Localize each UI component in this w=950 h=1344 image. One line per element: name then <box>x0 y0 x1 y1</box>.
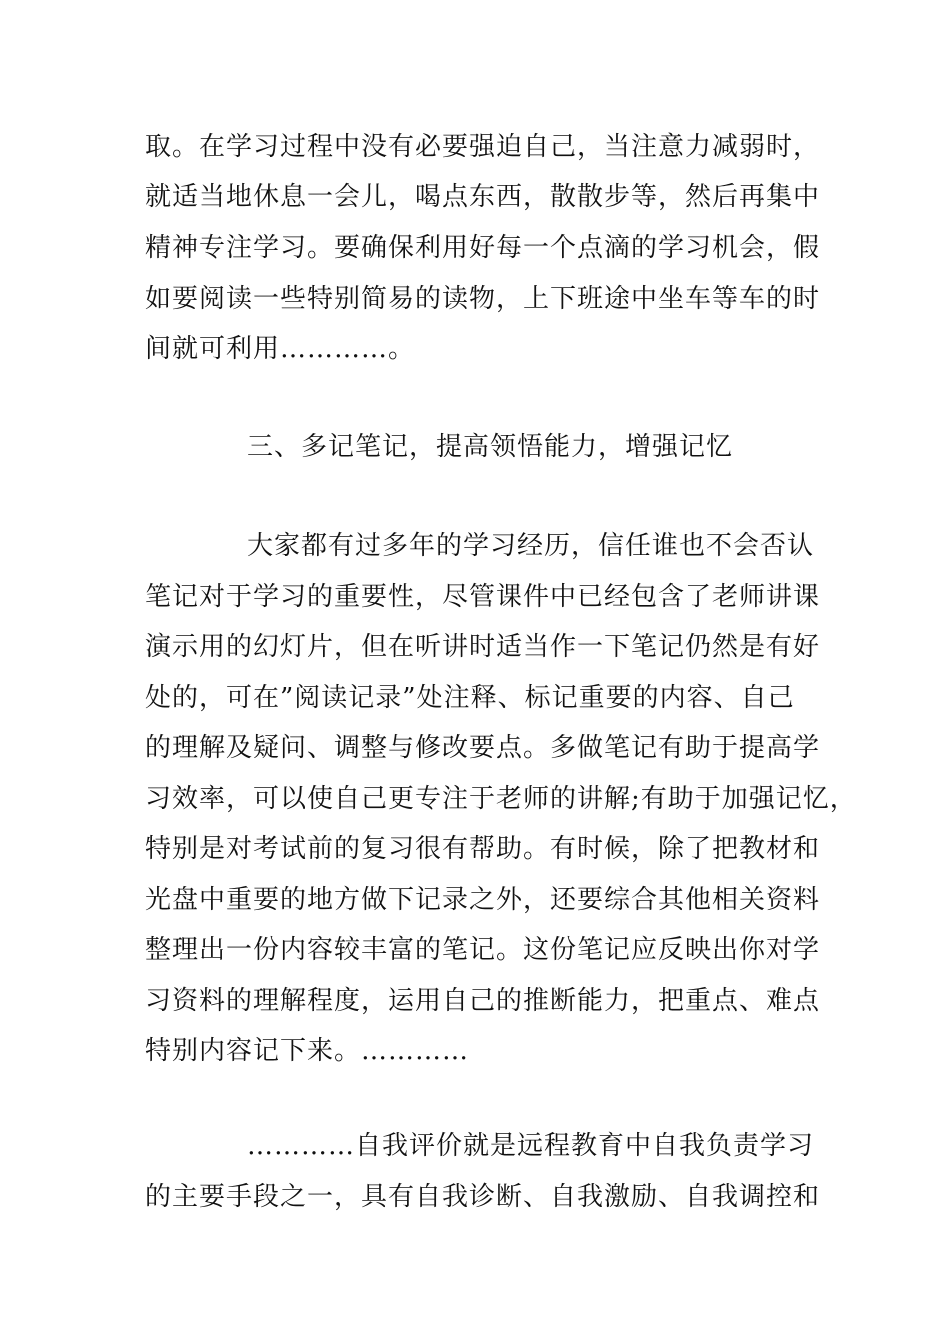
paragraph-1-line-5: 间就可利用…………。 <box>145 334 416 364</box>
paragraph-3-line-1: …………自我评价就是远程教育中自我负责学习 <box>247 1131 815 1161</box>
paragraph-2-line-5: 的理解及疑问、调整与修改要点。多做笔记有助于提高学 <box>145 733 821 763</box>
paragraph-1-line-3: 精神专注学习。要确保利用好每一个点滴的学习机会，假 <box>145 233 821 263</box>
paragraph-2-line-1: 大家都有过多年的学习经历，信任谁也不会否认 <box>247 531 815 561</box>
paragraph-2-line-2: 笔记对于学习的重要性，尽管课件中已经包含了老师讲课 <box>145 582 821 612</box>
paragraph-3-line-2: 的主要手段之一，具有自我诊断、自我激励、自我调控和 <box>145 1182 821 1212</box>
paragraph-2-line-3: 演示用的幻灯片，但在听讲时适当作一下笔记仍然是有好 <box>145 632 821 662</box>
paragraph-2-line-8: 光盘中重要的地方做下记录之外，还要综合其他相关资料 <box>145 885 821 915</box>
paragraph-1-line-2: 就适当地休息一会儿，喝点东西，散散步等，然后再集中 <box>145 182 821 212</box>
paragraph-1-line-1: 取。在学习过程中没有必要强迫自己，当注意力减弱时， <box>145 132 821 162</box>
paragraph-2-line-10: 习资料的理解程度，运用自己的推断能力，把重点、难点 <box>145 986 821 1016</box>
paragraph-2-line-11: 特别内容记下来。………… <box>145 1036 470 1066</box>
section-heading: 三、多记笔记，提高领悟能力，增强记忆 <box>247 432 734 462</box>
paragraph-2-line-4: 处的，可在”阅读记录”处注释、标记重要的内容、自己 <box>145 683 795 713</box>
paragraph-2-line-9: 整理出一份内容较丰富的笔记。这份笔记应反映出你对学 <box>145 935 821 965</box>
paragraph-2-line-7: 特别是对考试前的复习很有帮助。有时候，除了把教材和 <box>145 834 821 864</box>
paragraph-1-line-4: 如要阅读一些特别简易的读物，上下班途中坐车等车的时 <box>145 284 821 314</box>
paragraph-2-line-6: 习效率，可以使自己更专注于老师的讲解;有助于加强记忆， <box>145 784 857 814</box>
